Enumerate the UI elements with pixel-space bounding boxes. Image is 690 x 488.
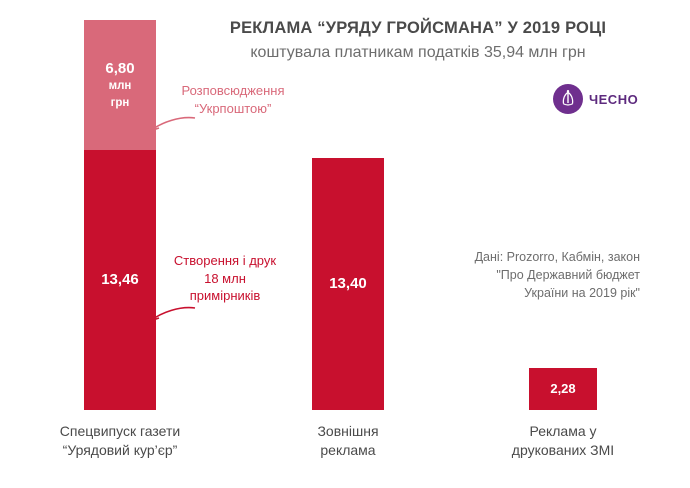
bar-column-2 (312, 158, 384, 410)
category-label-2-line-2: реклама (320, 441, 376, 458)
annotation-upper-arrow-icon (140, 112, 200, 142)
annotation-lower-arrow-icon (140, 302, 200, 332)
category-label-3 (483, 422, 643, 460)
page-title (168, 18, 668, 63)
bar-3-segment (529, 368, 597, 410)
category-label-2 (278, 422, 418, 460)
chesno-logo-icon (553, 84, 583, 114)
brand-logo (553, 84, 638, 114)
bar-column-3 (529, 368, 597, 410)
category-label-3-line-1: Реклама у (529, 423, 597, 439)
annotation-upper-text: Розповсюдження “Укрпоштою” (181, 83, 285, 116)
bar-column-1 (84, 20, 156, 410)
bar-1-upper-value: 6,80 (105, 60, 135, 77)
bar-1-segment-lower (84, 150, 156, 410)
category-label-2-line-1: Зовнішня (317, 423, 379, 439)
logo-text: ЧЕСНО (589, 91, 639, 107)
bar-1-upper-unit-line-2: грн (110, 96, 130, 109)
category-label-1-line-1: Спецвипуск газети (59, 423, 181, 439)
category-label-1-line-2: “Урядовий кур’єр” (62, 441, 178, 458)
title-line-2: коштувала платникам податків 35,94 млн грн (250, 43, 586, 61)
annotation-lower-text: Створення і друк 18 млн примірників (173, 253, 277, 304)
source-note: Дані: Prozorro, Кабмін, закон "Про Державний бюджет України на 2019 рік" (474, 250, 640, 301)
title-line-1: РЕКЛАМА “УРЯДУ ГРОЙСМАНА” У 2019 РОЦІ (229, 19, 607, 37)
bar-2-value: 13,40 (329, 275, 367, 293)
bar-3-value: 2,28 (550, 380, 576, 396)
bar-2-segment (312, 158, 384, 410)
bar-1-upper-unit-line-1: млн (108, 80, 132, 93)
category-label-1 (40, 422, 200, 460)
bar-1-lower-value: 13,46 (101, 271, 139, 289)
category-label-3-line-2: друкованих ЗМІ (511, 441, 615, 458)
